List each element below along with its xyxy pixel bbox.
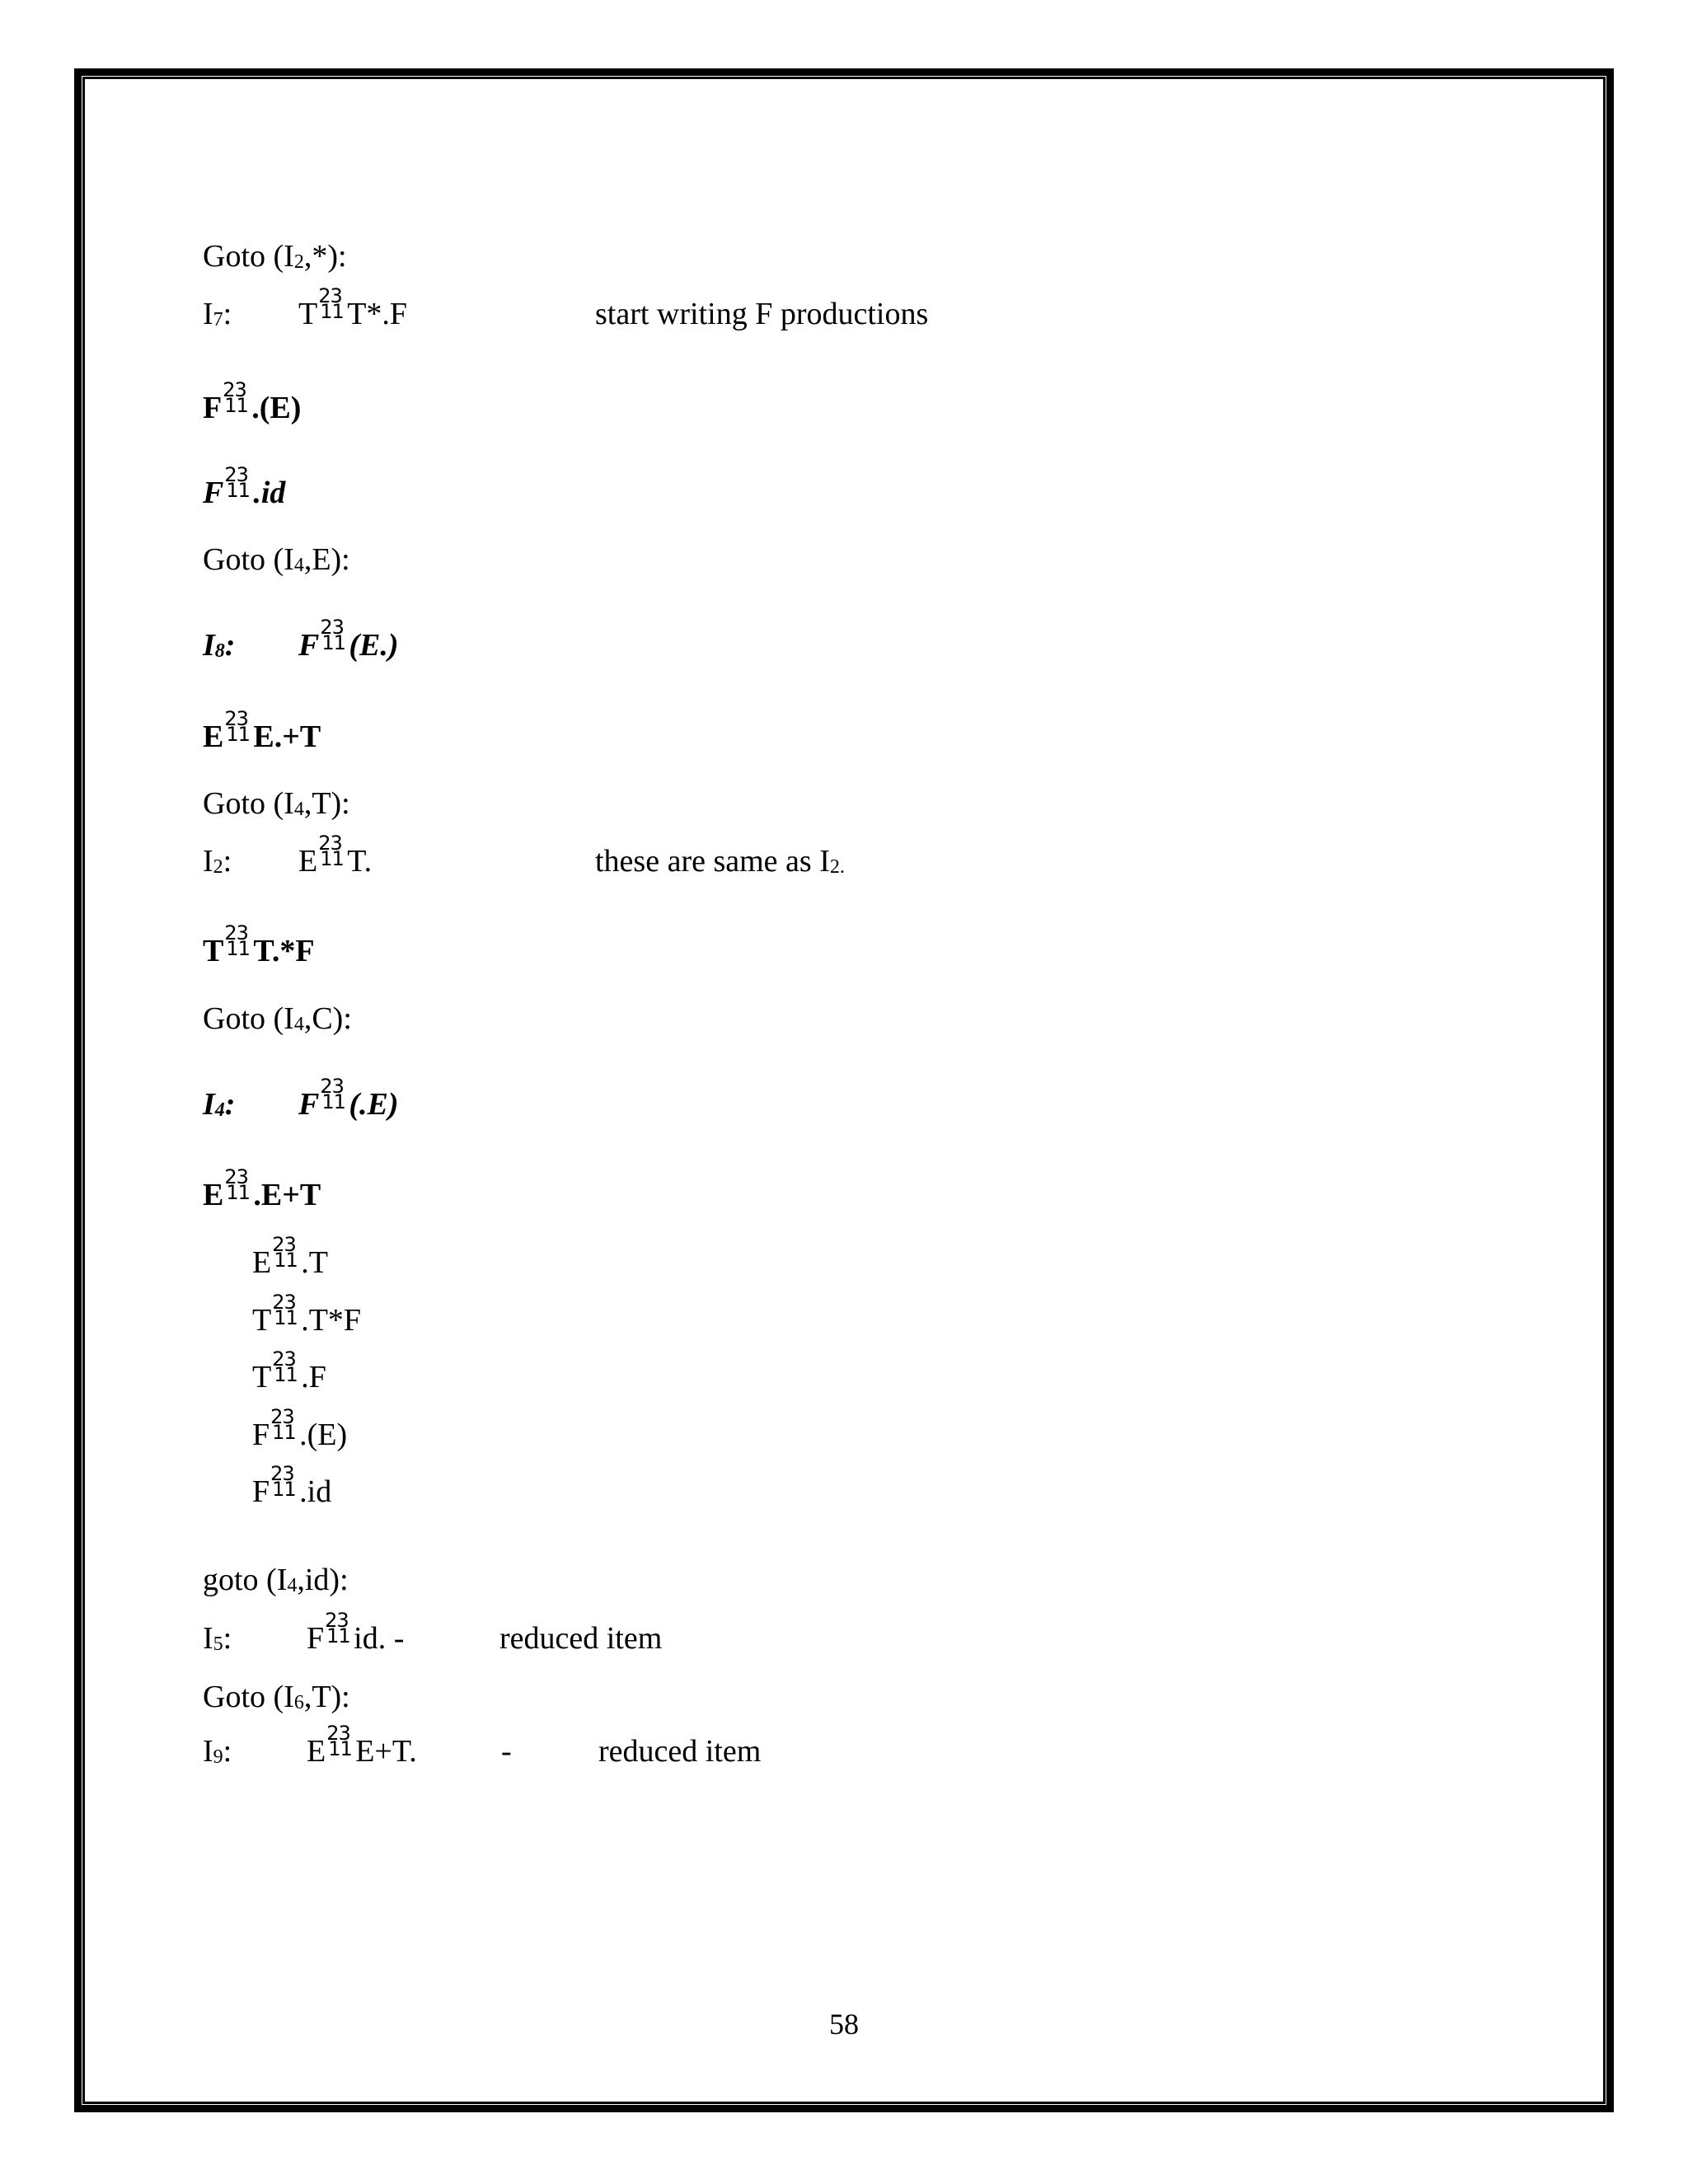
state-label: $I_4$: bbox=[203, 1087, 236, 1122]
production: F 23 11 (.E) bbox=[298, 1075, 399, 1122]
goto-heading-i6-t: Goto $(I_6,T)$: bbox=[203, 1680, 350, 1714]
production-line: T 23 11 T.*F bbox=[203, 921, 315, 968]
arrow-symbol-icon: 23 11 bbox=[224, 463, 250, 502]
arrow-symbol-icon: 23 11 bbox=[224, 707, 250, 746]
state-label: $I_9$: bbox=[203, 1734, 232, 1769]
page-number: 58 bbox=[829, 2008, 859, 2041]
production-line: F 23 11 .(E) bbox=[203, 378, 302, 425]
goto-heading-i4-t: Goto $(I_4,T)$: bbox=[203, 786, 350, 821]
arrow-symbol-icon: 23 11 bbox=[320, 1075, 345, 1113]
production: E 23 11 E+T. bbox=[307, 1722, 417, 1769]
goto-heading-i4-c: Goto $(I_4,C)$: bbox=[203, 1001, 352, 1036]
production: F 23 11 id. - bbox=[307, 1609, 405, 1656]
dash-separator: - bbox=[501, 1734, 512, 1769]
arrow-symbol-icon: 23 11 bbox=[272, 1347, 298, 1386]
annotation: reduced item bbox=[499, 1621, 663, 1656]
state-label: $I_8$: bbox=[203, 628, 236, 663]
production-line: F 23 11 .id bbox=[203, 463, 286, 510]
arrow-symbol-icon: 23 11 bbox=[223, 378, 248, 417]
arrow-symbol-icon: 23 11 bbox=[272, 1233, 298, 1272]
annotation: these are same as $I_{2.}$ bbox=[595, 844, 845, 879]
arrow-symbol-icon: 23 11 bbox=[270, 1405, 296, 1444]
arrow-symbol-icon: 23 11 bbox=[272, 1291, 298, 1329]
goto-heading-i4-id: goto $(I_4,id)$: bbox=[203, 1563, 349, 1597]
goto-heading-i2-star: Goto $(I_2,*)$: bbox=[203, 239, 347, 274]
arrow-symbol-icon: 23 11 bbox=[270, 1462, 296, 1501]
production: T 23 11 T*.F bbox=[298, 284, 408, 331]
production-line: T 23 11 .T*F bbox=[252, 1291, 362, 1338]
state-label: $I_5$: bbox=[203, 1621, 232, 1656]
arrow-symbol-icon: 23 11 bbox=[320, 616, 345, 654]
arrow-symbol-icon: 23 11 bbox=[326, 1722, 352, 1760]
arrow-symbol-icon: 23 11 bbox=[325, 1609, 350, 1647]
annotation: start writing F productions bbox=[595, 297, 929, 331]
production-line: E 23 11 .E+T bbox=[203, 1165, 321, 1212]
arrow-symbol-icon: 23 11 bbox=[224, 921, 250, 960]
production-line: F 23 11 .id bbox=[252, 1462, 332, 1509]
goto-heading-i4-e: Goto $(I_4,E)$: bbox=[203, 542, 350, 577]
state-label: $I_7$: bbox=[203, 297, 232, 331]
arrow-symbol-icon: 23 11 bbox=[318, 284, 344, 323]
production-line: E 23 11 E.+T bbox=[203, 707, 321, 754]
production-line: E 23 11 .T bbox=[252, 1233, 328, 1280]
production-line: T 23 11 .F bbox=[252, 1347, 326, 1394]
production: E 23 11 T. bbox=[298, 832, 373, 879]
production: F 23 11 (E.) bbox=[298, 616, 399, 663]
arrow-symbol-icon: 23 11 bbox=[318, 832, 344, 870]
state-label: $I_2$: bbox=[203, 844, 232, 879]
production-line: F 23 11 .(E) bbox=[252, 1405, 348, 1452]
annotation: reduced item bbox=[598, 1734, 762, 1769]
arrow-symbol-icon: 23 11 bbox=[224, 1165, 250, 1204]
